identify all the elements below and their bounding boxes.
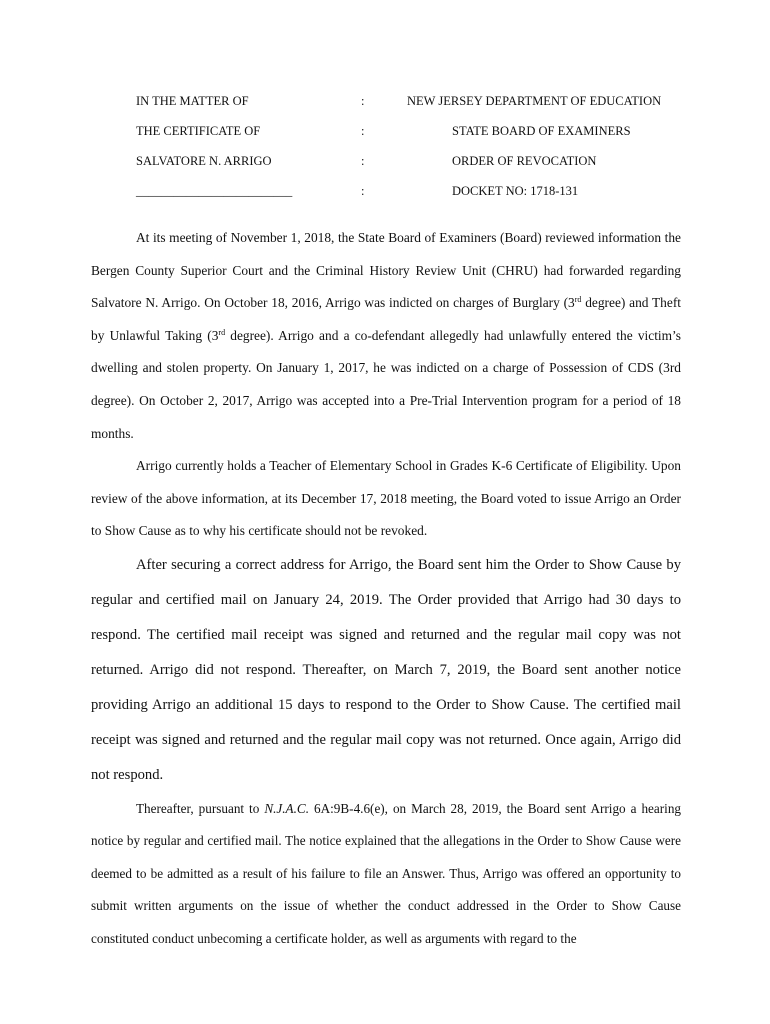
caption-colon: : (361, 94, 365, 108)
caption-left: THE CERTIFICATE OF (136, 124, 261, 138)
ordinal-superscript: rd (574, 295, 582, 305)
caption-left: IN THE MATTER OF (136, 94, 249, 108)
caption-row (0, 116, 770, 146)
caption-colon: : (361, 124, 365, 138)
paragraph-text: degree). Arrigo and a co-defendant allegedly had unlawfully entered the victim’s dwelling and stolen property. On January 1, 2017, he was indicted on a charge of Possession of CDS (3rd degree). On October 2, 2017, Arrigo was accepted into a Pre-Trial Intervention program for a period of 18 months. (91, 327, 681, 441)
order-body (91, 222, 681, 955)
paragraph-background (91, 222, 681, 450)
caption-left: SALVATORE N. ARRIGO (136, 154, 272, 168)
docket-number: DOCKET NO: 1718-131 (452, 184, 579, 198)
paragraph-hearing-notice (91, 793, 681, 955)
paragraph-text: At its meeting of November 1, 2018, the State Board of Examiners (Board) reviewed information the Bergen County Superior Court and the Criminal History Review Unit (CHRU) had forwarded regarding Salvatore N. Arrigo. On October 18, 2016, Arrigo was indicted on charges of Burglary (3 (91, 230, 681, 311)
caption-row (0, 86, 770, 116)
caption-right: NEW JERSEY DEPARTMENT OF EDUCATION (407, 94, 662, 108)
paragraph-text: 6A:9B-4.6(e), on March 28, 2019, the Board sent Arrigo a hearing notice by regular and certified mail. The notice explained that the allegations in the Order to Show Cause were deemed to be admitted as a result of his failure to file an Answer. Thus, Arrigo was offered an opportunity to submit written arguments on the issue of whether the conduct addressed in the Order to Show Cause constituted conduct unbecoming a certificate holder, as well as arguments with regard to the (91, 800, 682, 946)
caption-colon: : (361, 154, 365, 168)
caption-row (0, 176, 770, 206)
caption-row (0, 146, 770, 176)
caption-right: STATE BOARD OF EXAMINERS (452, 124, 631, 138)
paragraph-order-to-show-cause: After securing a correct address for Arrigo, the Board sent him the Order to Show Cause by regular and certified mail on January 24, 2019. The Order provided that Arrigo had 30 days to respond. The certified mail receipt was signed and returned and the regular mail copy was not returned. Arrigo did not respond. Thereafter, on March 7, 2019, the Board sent another notice providing Arrigo an additional 15 days to respond to the Order to Show Cause. The certified mail receipt was signed and returned and the regular mail copy was not returned. Once again, Arrigo did not respond. (91, 556, 681, 783)
paragraph-text: degree) and Theft by Unlawful Taking (3 (91, 295, 681, 343)
caption-colon: : (361, 184, 365, 198)
statute-citation: N.J.A.C. (264, 800, 310, 816)
ordinal-superscript: rd (218, 327, 226, 337)
paragraph-certificate: Arrigo currently holds a Teacher of Elementary School in Grades K-6 Certificate of Eligibility. Upon review of the above information, at its December 17, 2018 meeting, the Board voted to issue Arrigo an Order to Show Cause as to why his certificate should not be revoked. (91, 458, 681, 539)
paragraph-text: Thereafter, pursuant to (136, 800, 265, 816)
caption-signature-line: _________________________ (136, 184, 293, 198)
caption-right: ORDER OF REVOCATION (452, 154, 597, 168)
